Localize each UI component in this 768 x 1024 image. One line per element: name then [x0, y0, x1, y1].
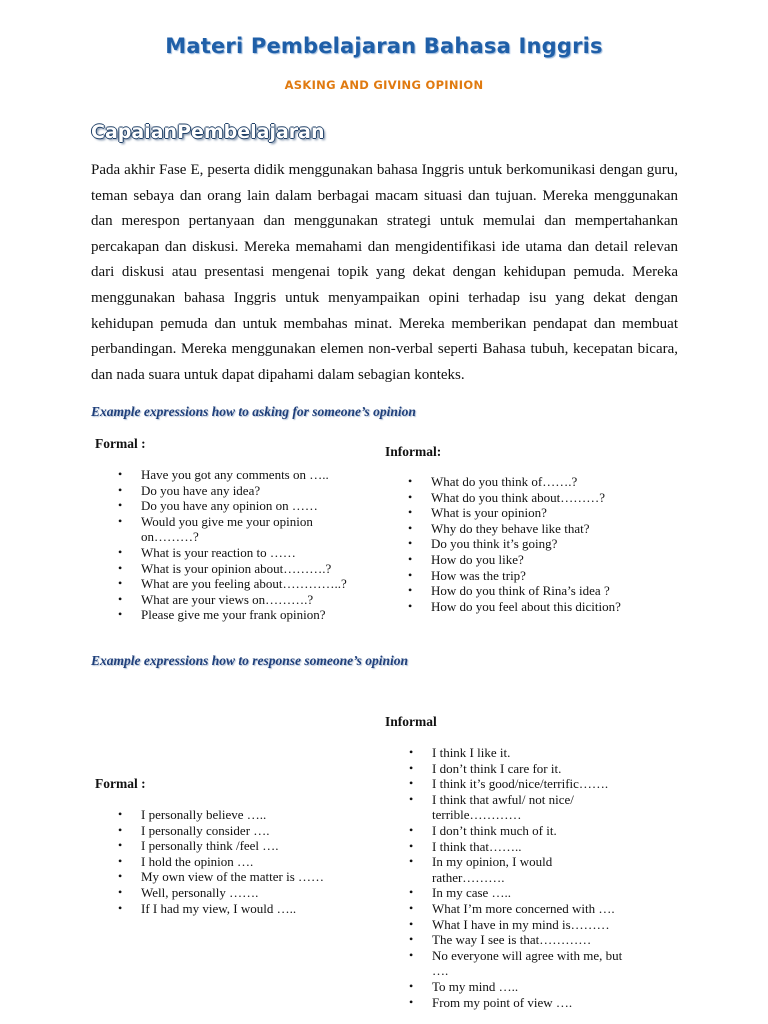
response-formal-label: Formal :: [95, 776, 146, 791]
list-item: • How was the trip?: [408, 568, 708, 584]
list-item: • What are your views on……….?: [118, 592, 348, 608]
list-item: • I think that awful/ not nice/ terrible…………: [409, 792, 624, 823]
list-item: • What I’m more concerned with ….: [409, 901, 624, 917]
list-item: • What is your opinion?: [408, 505, 708, 521]
list-item: • My own view of the matter is ……: [118, 869, 368, 885]
list-item: • Would you give me your opinion on………?: [118, 514, 348, 545]
list-item: • I personally consider ….: [118, 823, 368, 839]
list-item: • Please give me your frank opinion?: [118, 607, 348, 623]
list-item: • What is your reaction to ……: [118, 545, 348, 561]
response-informal-list: [409, 745, 624, 1010]
response-opinion-heading: Example expressions how to response someone’s opinion: [91, 653, 409, 668]
response-informal-label: Informal: [385, 714, 437, 729]
list-item: • No everyone will agree with me, but ….: [409, 948, 624, 979]
list-item: • Do you have any idea?: [118, 483, 348, 499]
list-item: • I personally believe …..: [118, 807, 368, 823]
list-item: • What I have in my mind is………: [409, 917, 624, 933]
list-item: • If I had my view, I would …..: [118, 901, 368, 917]
list-item: • I think I like it.: [409, 745, 624, 761]
list-item: • In my case …..: [409, 885, 624, 901]
page-title: Materi Pembelajaran Bahasa Inggris: [165, 34, 603, 58]
list-item: • Have you got any comments on …..: [118, 467, 348, 483]
list-item: • What are you feeling about…………..?: [118, 576, 348, 592]
list-item: • What is your opinion about……….?: [118, 561, 348, 577]
list-item: • How do you like?: [408, 552, 708, 568]
list-item: • In my opinion, I would rather……….: [409, 854, 624, 885]
asking-informal-label: Informal:: [385, 444, 442, 459]
learning-outcome-paragraph: Pada akhir Fase E, peserta didik menggunakan bahasa Inggris untuk berkomunikasi dengan guru, teman sebaya dan orang lain dalam berbagai macam situasi dan tujuan. Mereka menggunakan dan merespon pertanyaan dan menggunakan strategi untuk memulai dan mempertahankan percakapan dan diskusi. Mereka memahami dan mengidentifikasi ide utama dan detail relevan dari diskusi atau presentasi mengenai topik yang dekat dengan kehidupan pemuda. Mereka menggunakan bahasa Inggris untuk menyampaikan opini terhadap isu yang dekat dengan kehidupan pemuda dan untuk membahas minat. Mereka memberikan pendapat dan membuat perbandingan. Mereka menggunakan elemen non-verbal seperti Bahasa tubuh, kecepatan bicara, dan nada suara untuk dapat dipahami dalam sebagian konteks.: [91, 162, 678, 383]
asking-formal-list: [118, 467, 348, 623]
list-item: • I don’t think I care for it.: [409, 761, 624, 777]
list-item: • From my point of view ….: [409, 995, 624, 1011]
asking-informal-list: [408, 474, 708, 614]
list-item: • I personally think /feel ….: [118, 838, 368, 854]
list-item: • What do you think about………?: [408, 490, 708, 506]
list-item: • What do you think of…….?: [408, 474, 708, 490]
page-subtitle: ASKING AND GIVING OPINION: [284, 78, 484, 92]
list-item: • Do you think it’s going?: [408, 536, 708, 552]
list-item: • Why do they behave like that?: [408, 521, 708, 537]
list-item: • I think it’s good/nice/terrific…….: [409, 776, 624, 792]
asking-formal-label: Formal :: [95, 436, 146, 451]
list-item: • Do you have any opinion on ……: [118, 498, 348, 514]
list-item: • I hold the opinion ….: [118, 854, 368, 870]
response-formal-list: [118, 807, 368, 916]
list-item: • The way I see is that…………: [409, 932, 624, 948]
list-item: • To my mind …..: [409, 979, 624, 995]
section-heading: CapaianPembelajaran: [91, 121, 325, 143]
list-item: • Well, personally …….: [118, 885, 368, 901]
list-item: • I don’t think much of it.: [409, 823, 624, 839]
asking-opinion-heading: Example expressions how to asking for someone’s opinion: [91, 404, 416, 419]
list-item: • I think that……..: [409, 839, 624, 855]
list-item: • How do you think of Rina’s idea ?: [408, 583, 708, 599]
list-item: • How do you feel about this dicition?: [408, 599, 708, 615]
